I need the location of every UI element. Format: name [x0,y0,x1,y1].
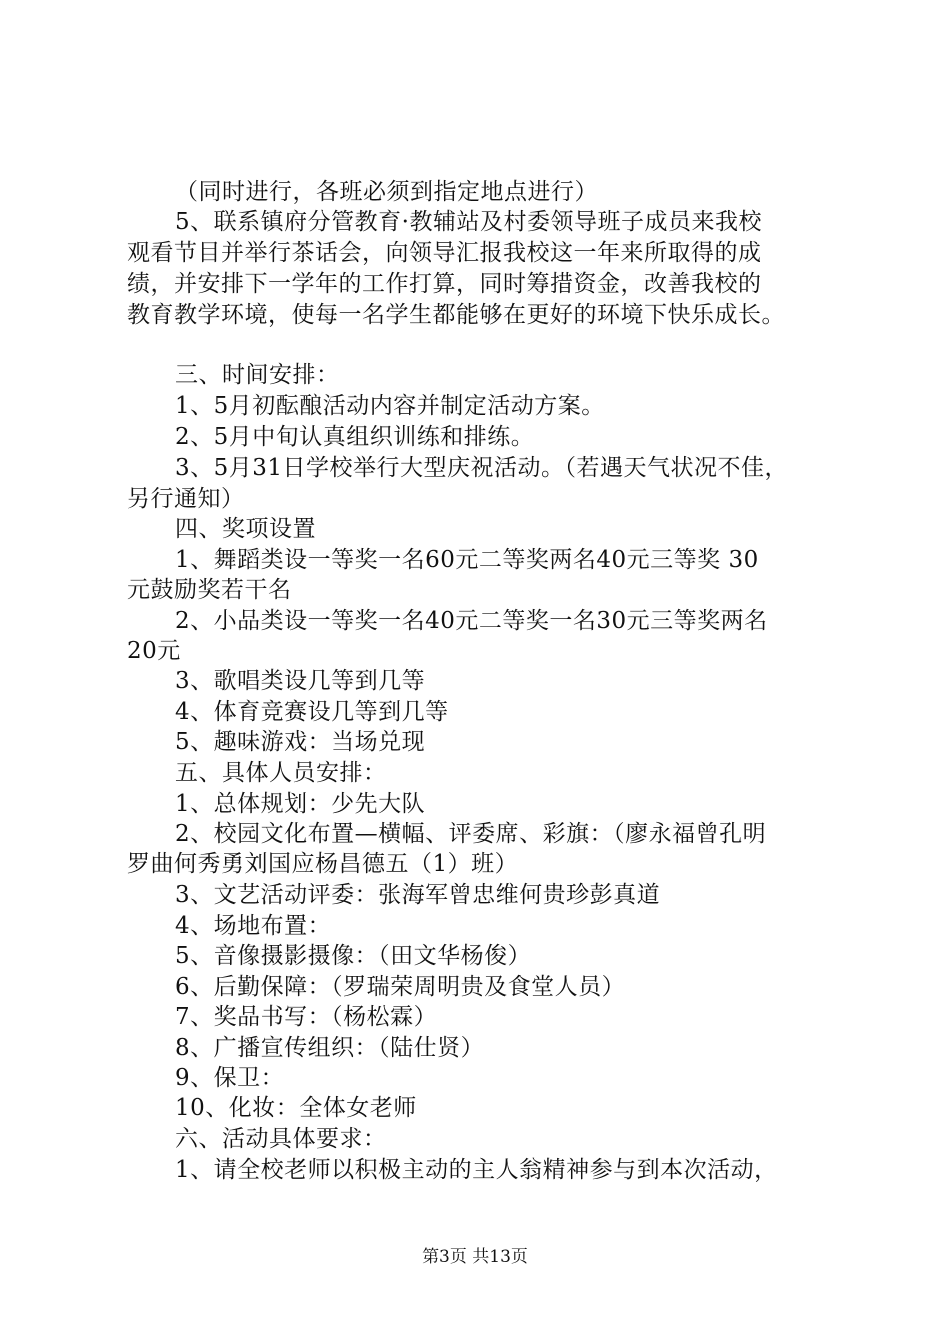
text-line: 4、场地布置： [175,913,332,939]
text-line: 20元 [127,638,181,664]
text-line: 1、请全校老师以积极主动的主人翁精神参与到本次活动， [175,1157,778,1183]
text-line: 2、小品类设一等奖一名40元二等奖一名30元三等奖两名 [175,608,768,634]
text-line: 罗曲何秀勇刘国应杨昌德五（1）班） [127,851,519,877]
section-heading: 三、时间安排： [175,362,340,388]
text-line: 8、广播宣传组织：（陆仕贤） [175,1035,485,1061]
text-line: 7、奖品书写：（杨松霖） [175,1004,438,1030]
text-line: 另行通知） [127,486,245,512]
section-heading: 六、活动具体要求： [175,1126,387,1152]
text-line: 5、音像摄影摄像：（田文华杨俊） [175,943,532,969]
text-line: 1、舞蹈类设一等奖一名60元二等奖两名40元三等奖 30 [175,547,759,573]
text-line: 观看节目并举行茶话会，向领导汇报我校这一年来所取得的成 [127,240,762,266]
text-line: 元鼓励奖若干名 [127,577,292,603]
text-line: 1、5月初酝酿活动内容并制定活动方案。 [175,393,605,419]
section-heading: 五、具体人员安排： [175,760,387,786]
section-heading: 四、奖项设置 [175,516,316,542]
text-line: 2、校园文化布置—横幅、评委席、彩旗：（廖永福曾孔明 [175,821,767,847]
text-line: 2、5月中旬认真组织训练和排练。 [175,424,535,450]
text-line: 3、5月31日学校举行大型庆祝活动。（若遇天气状况不佳， [175,455,789,481]
text-line: （同时进行，各班必须到指定地点进行） [175,179,598,205]
text-line: 10、化妆：全体女老师 [175,1095,417,1121]
text-line: 9、保卫： [175,1065,285,1091]
text-line: 6、后勤保障：（罗瑞荣周明贵及食堂人员） [175,974,626,1000]
text-line: 5、联系镇府分管教育·教辅站及村委领导班子成员来我校 [175,209,762,235]
text-line: 3、文艺活动评委：张海军曾忠维何贵珍彭真道 [175,882,661,908]
text-line: 绩，并安排下一学年的工作打算，同时筹措资金，改善我校的 [127,271,762,297]
text-line: 教育教学环境，使每一名学生都能够在更好的环境下快乐成长。 [127,302,785,328]
page-number-footer: 第3页 共13页 [422,1247,528,1267]
text-line: 1、总体规划：少先大队 [175,791,426,817]
text-line: 5、趣味游戏：当场兑现 [175,729,426,755]
text-line: 3、歌唱类设几等到几等 [175,668,426,694]
text-line: 4、体育竞赛设几等到几等 [175,699,449,725]
